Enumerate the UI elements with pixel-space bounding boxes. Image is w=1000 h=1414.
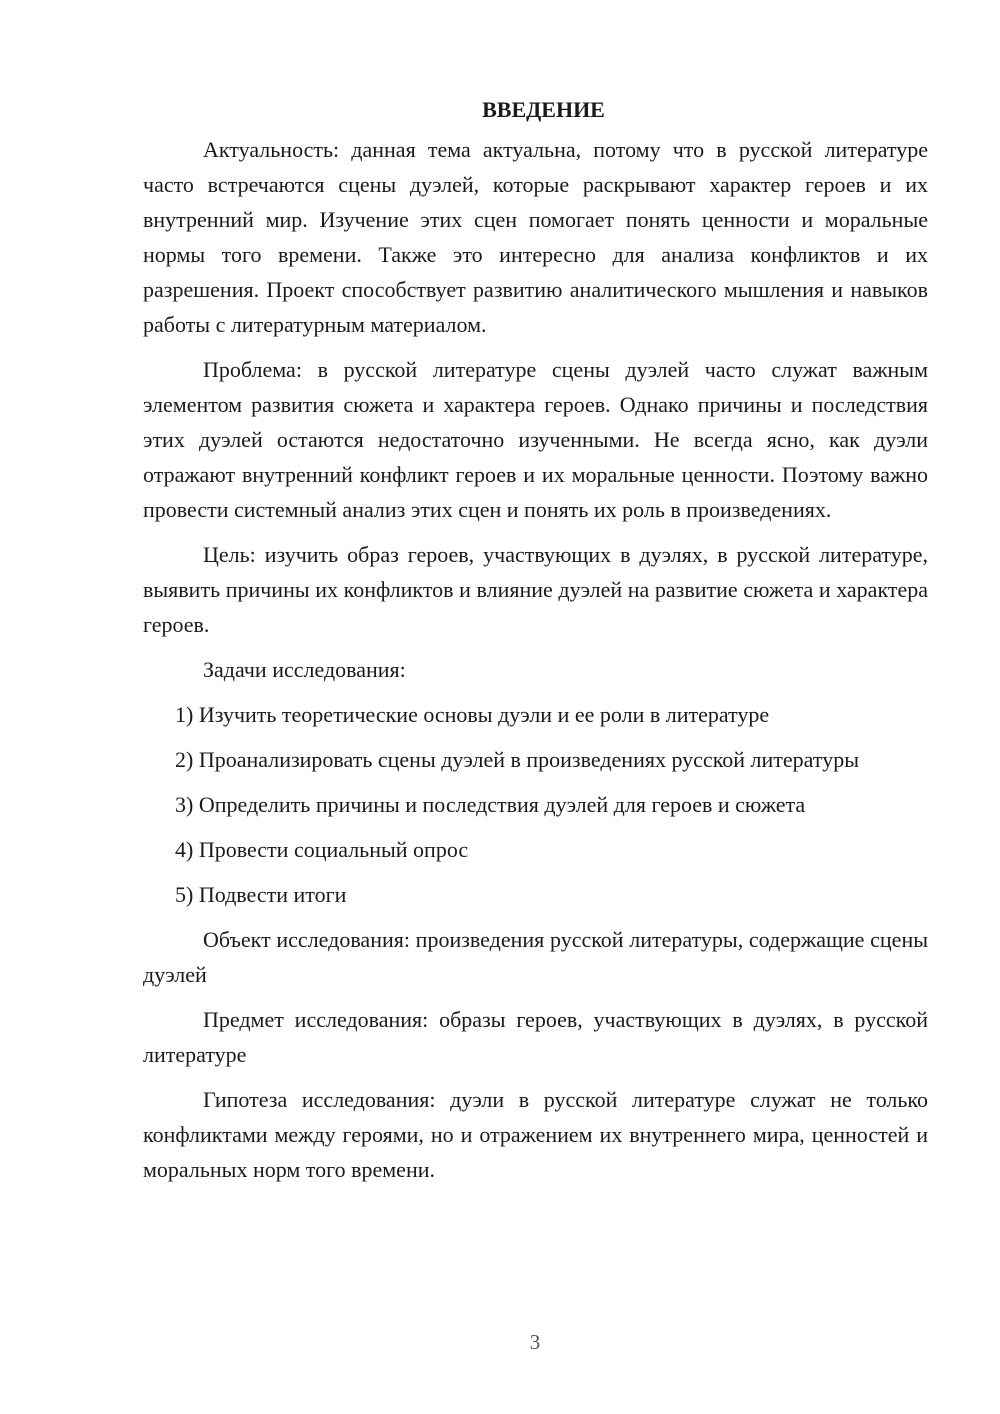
tasks-list — [143, 697, 928, 912]
task-item: 1) Изучить теоретические основы дуэли и ее роли в литературе — [175, 702, 770, 727]
relevance-paragraph: Актуальность: данная тема актуальна, потому что в русской литературе часто встречаются сцены дуэлей, которые раскрывают характер героев и их внутренний мир. Изучение этих сцен помогает понять ценности и моральные нормы того времени. Также это интересно для анализа конфликтов и их разрешения. Проект способствует развитию аналитического мышления и навыков работы с литературным материалом. — [143, 137, 928, 337]
object-paragraph: Объект исследования: произведения русской литературы, содержащие сцены дуэлей — [143, 927, 928, 987]
hypothesis-paragraph: Гипотеза исследования: дуэли в русской литературе служат не только конфликтами между героями, но и отражением их внутреннего мира, ценностей и моральных норм того времени. — [143, 1087, 928, 1182]
task-item: 2) Проанализировать сцены дуэлей в произведениях русской литературы — [175, 747, 859, 772]
tasks-heading: Задачи исследования: — [203, 657, 406, 682]
task-item: 4) Провести социальный опрос — [175, 837, 469, 862]
problem-paragraph: Проблема: в русской литературе сцены дуэлей часто служат важным элементом развития сюжета и характера героев. Однако причины и последствия этих дуэлей остаются недостаточно изученными. Не всегда ясно, как дуэли отражают внутренний конфликт героев и их моральные ценности. Поэтому важно провести системный анализ этих сцен и понять их роль в произведениях. — [143, 357, 928, 522]
task-item: 5) Подвести итоги — [175, 882, 347, 907]
task-item: 3) Определить причины и последствия дуэлей для героев и сюжета — [175, 792, 806, 817]
page-number: 3 — [529, 1330, 541, 1354]
goal-paragraph: Цель: изучить образ героев, участвующих в дуэлях, в русской литературе, выявить причины их конфликтов и влияние дуэлей на развитие сюжета и характера героев. — [143, 542, 928, 637]
page-content — [143, 92, 928, 1187]
subject-paragraph: Предмет исследования: образы героев, участвующих в дуэлях, в русской литературе — [143, 1007, 928, 1067]
page-title: ВВЕДЕНИЕ — [482, 97, 605, 122]
